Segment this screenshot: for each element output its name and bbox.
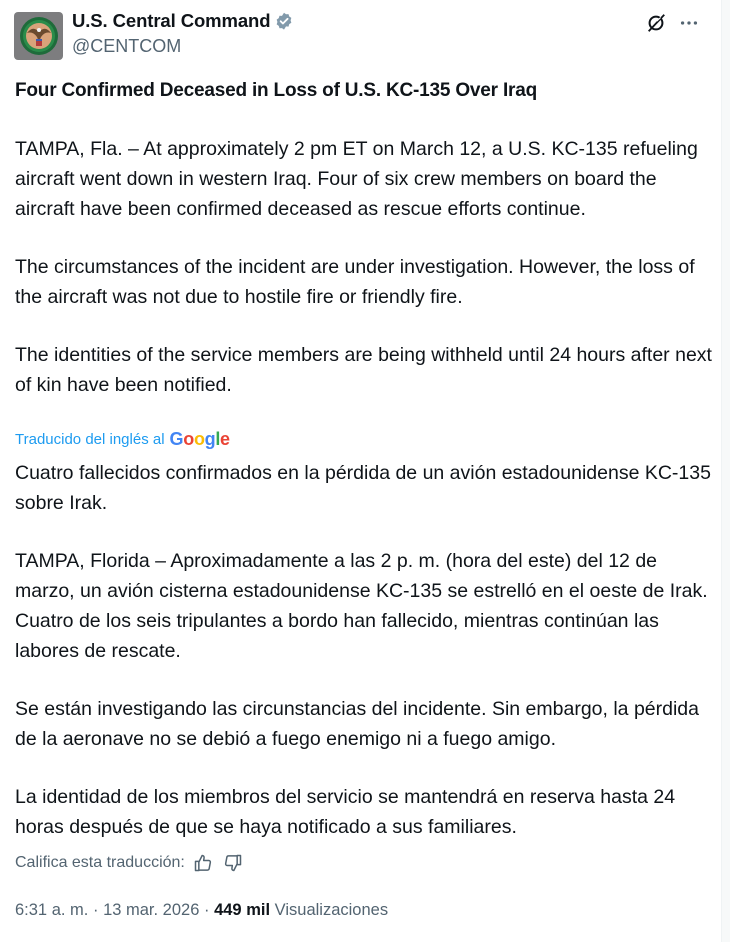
- author-handle[interactable]: @CENTCOM: [72, 36, 182, 56]
- translated-paragraph: Se están investigando las circunstancias del incidente. Sin embargo, la pérdida de la aeronave no se debió a fuego enemigo ni a fuego amigo.: [15, 698, 699, 750]
- scroll-gutter: [722, 0, 730, 942]
- translated-paragraph: Cuatro fallecidos confirmados en la pérdida de un avión estadounidense KC-135 sobre Irak.: [15, 462, 711, 514]
- rate-translation-label: Califica esta traducción:: [15, 854, 185, 871]
- post-date[interactable]: 13 mar. 2026: [103, 901, 200, 919]
- author-name[interactable]: U.S. Central Command: [72, 10, 271, 31]
- post-title: Four Confirmed Deceased in Loss of U.S. KC-135 Over Iraq: [15, 80, 537, 101]
- translated-body: [15, 458, 715, 842]
- thumbs-up-button[interactable]: [193, 853, 213, 873]
- post-time[interactable]: 6:31 a. m.: [15, 901, 89, 919]
- google-logo: Google: [169, 429, 230, 449]
- post-paragraph: The identities of the service members are being withheld until 24 hours after next of kin have been notified.: [15, 344, 712, 396]
- translation-label: Traducido del inglés al: [15, 431, 165, 448]
- post-meta: [15, 901, 388, 920]
- author-name-row[interactable]: [72, 10, 294, 32]
- verified-badge-icon[interactable]: [274, 11, 294, 31]
- thumbs-up-icon: [193, 853, 213, 873]
- post-body: [15, 134, 715, 400]
- grok-icon[interactable]: [645, 12, 667, 34]
- views-count: 449 mil: [214, 901, 271, 919]
- rate-translation: [15, 853, 243, 873]
- meta-separator: ·: [92, 901, 99, 919]
- avatar[interactable]: [14, 12, 63, 60]
- post-paragraph: The circumstances of the incident are under investigation. However, the loss of the aircraft was not due to hostile fire or friendly fire.: [15, 256, 695, 308]
- translated-paragraph: La identidad de los miembros del servicio se mantendrá en reserva hasta 24 horas después de que se haya notificado a sus familiares.: [15, 786, 676, 838]
- translation-attribution[interactable]: [15, 429, 230, 450]
- views-label: Visualizaciones: [274, 901, 389, 919]
- centcom-seal-icon: [18, 15, 60, 57]
- thumbs-down-button[interactable]: [223, 853, 243, 873]
- thumbs-down-icon: [223, 853, 243, 873]
- more-icon[interactable]: [678, 12, 700, 34]
- meta-separator: ·: [203, 901, 210, 919]
- translated-paragraph: TAMPA, Florida – Aproximadamente a las 2 p. m. (hora del este) del 12 de marzo, un avión cisterna estadounidense KC-135 se estrelló en el oeste de Irak. Cuatro de los seis tripulantes a bordo han fallecido, mientras continúan las labores de rescate.: [15, 550, 708, 662]
- post-paragraph: TAMPA, Fla. – At approximately 2 pm ET on March 12, a U.S. KC-135 refueling aircraft went down in western Iraq. Four of six crew members on board the aircraft have been confirmed deceased as rescue efforts continue.: [15, 138, 698, 220]
